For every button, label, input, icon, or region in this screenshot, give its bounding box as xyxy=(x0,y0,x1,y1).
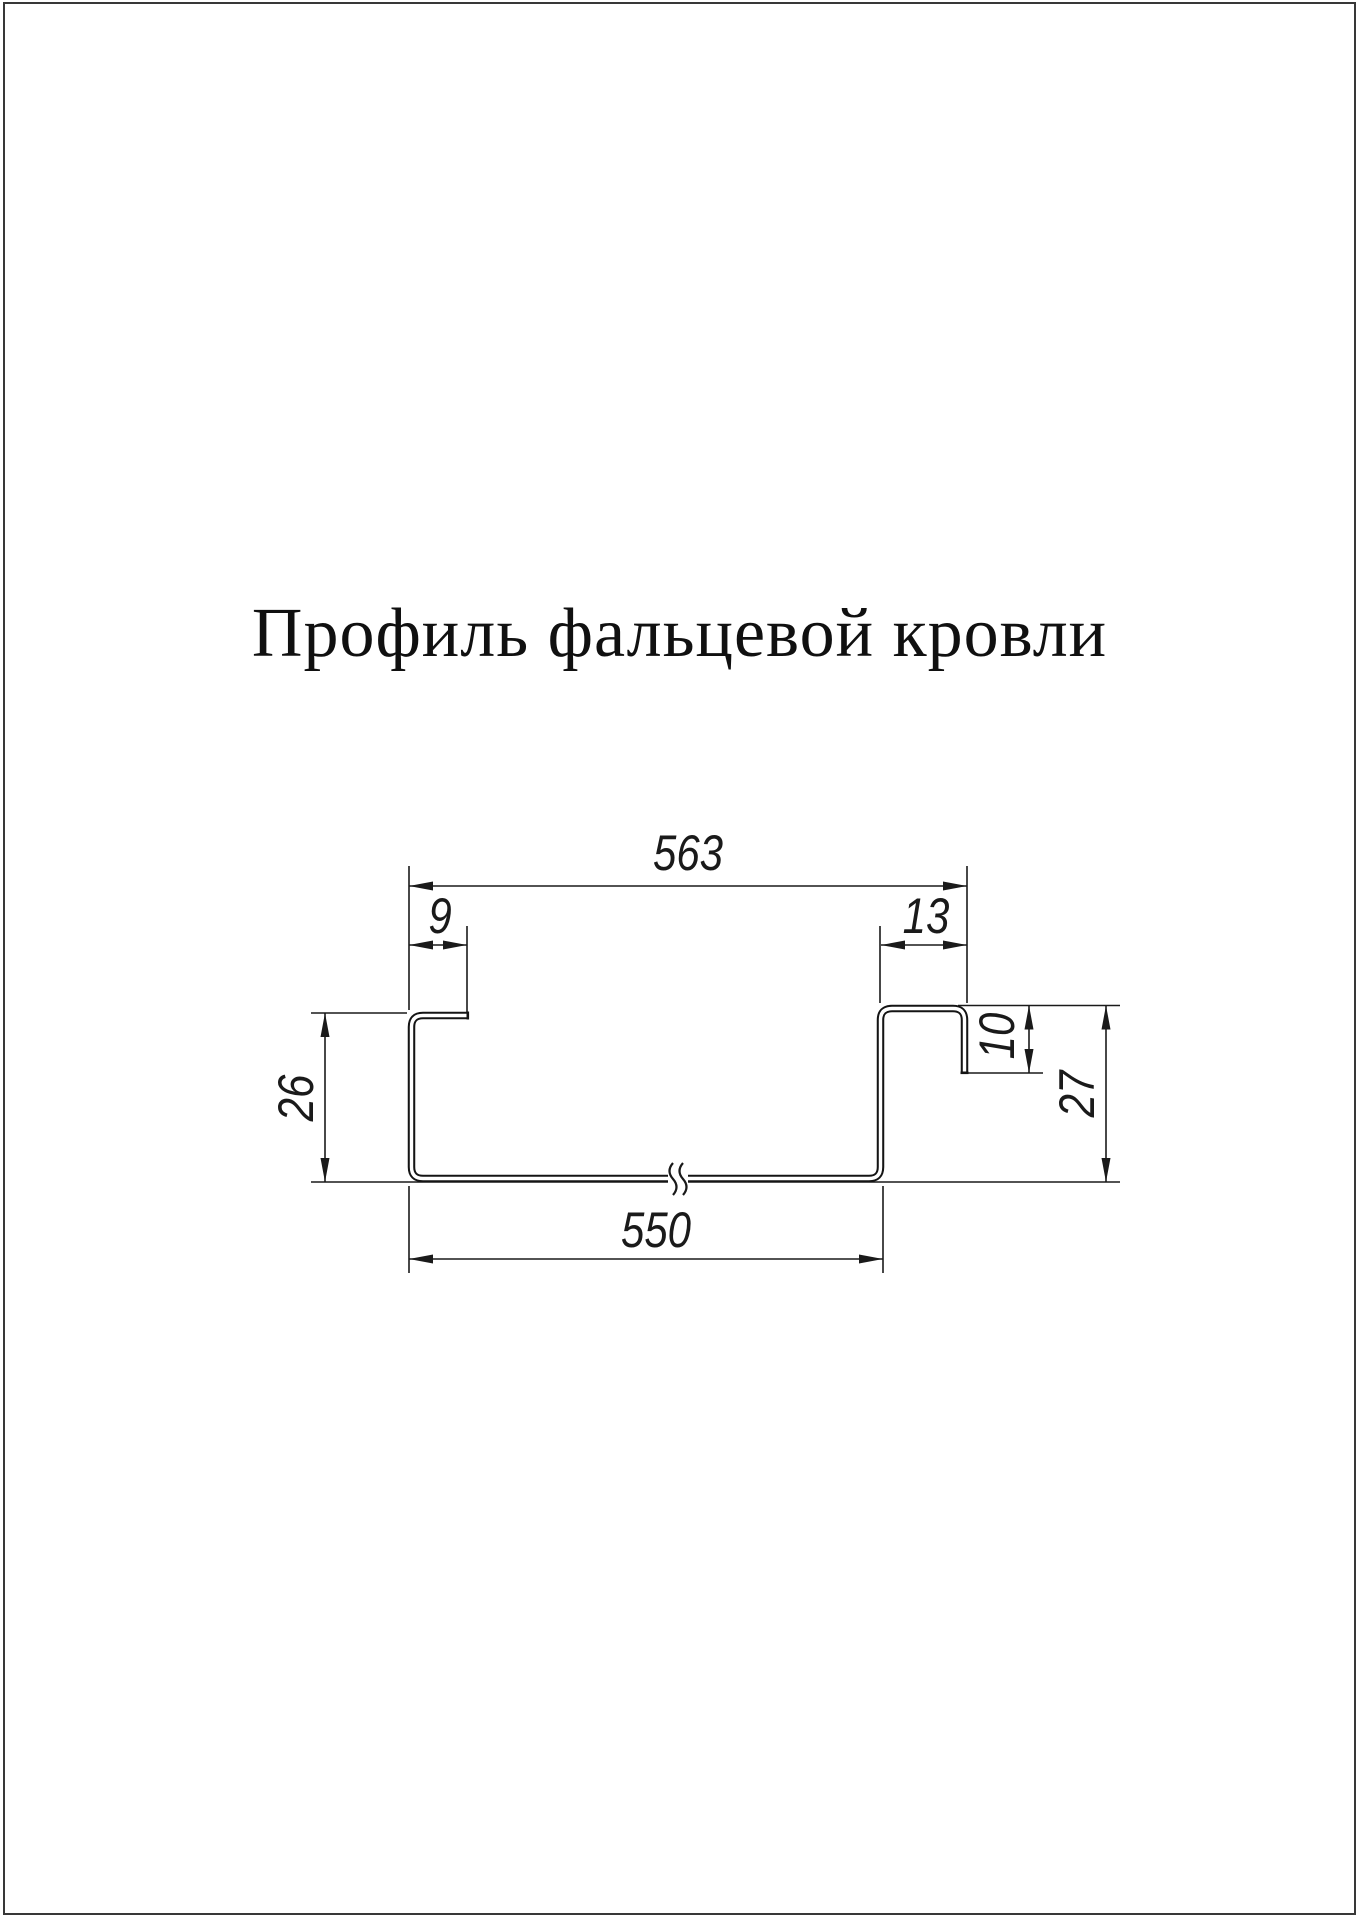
arrowhead xyxy=(1025,1006,1034,1030)
dim-label-27: 27 xyxy=(1048,1070,1105,1118)
dimension-9 xyxy=(409,888,467,950)
dim-label-13: 13 xyxy=(902,887,950,944)
break-symbol xyxy=(668,1163,688,1195)
dim-label-550: 550 xyxy=(620,1201,692,1258)
dim-label-26: 26 xyxy=(267,1074,324,1122)
arrowhead xyxy=(1025,1049,1034,1073)
profile-sheet-core xyxy=(412,1009,965,1179)
arrowhead xyxy=(409,1255,433,1264)
dim-label-10: 10 xyxy=(968,1012,1025,1060)
arrowhead xyxy=(321,1013,330,1037)
dimension-13 xyxy=(881,888,967,950)
arrowhead xyxy=(1102,1158,1111,1182)
dim-label-563: 563 xyxy=(652,824,724,881)
dimension-550 xyxy=(409,1202,883,1264)
dim-label-9: 9 xyxy=(428,887,452,944)
arrowhead xyxy=(881,941,905,950)
dimension-27 xyxy=(1049,1006,1111,1183)
arrowhead xyxy=(1102,1006,1111,1030)
profile-outline xyxy=(412,1009,969,1179)
dimension-10 xyxy=(969,1006,1034,1074)
dimension-563 xyxy=(409,825,967,891)
arrowhead xyxy=(859,1255,883,1264)
dimension-26 xyxy=(268,1013,330,1182)
drawing-title: Профиль фальцевой кровли xyxy=(251,595,1108,672)
arrowhead xyxy=(321,1158,330,1182)
